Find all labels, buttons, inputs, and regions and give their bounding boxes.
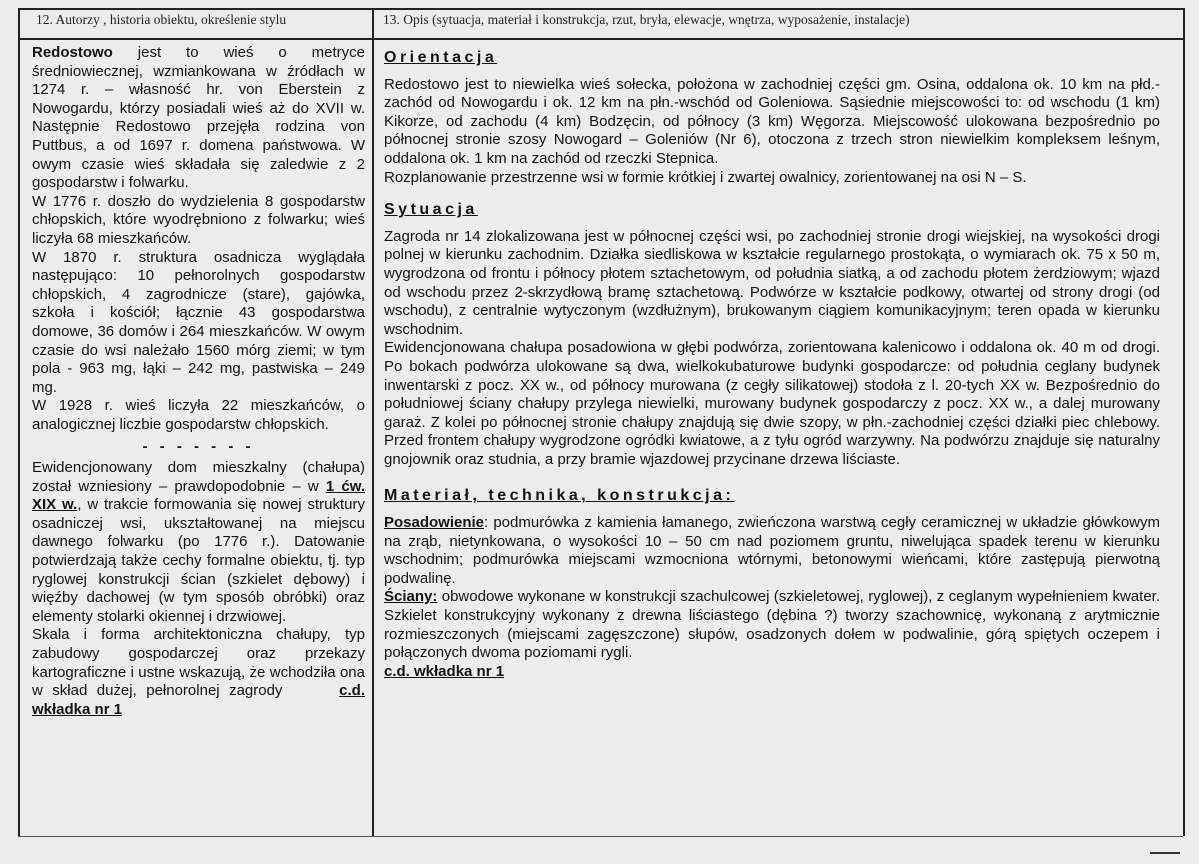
dating-text-a: Ewidencjonowany dom mieszkalny (chałupa) został wzniesiony – prawdopodobnie – w [32,459,365,495]
frame-bottom-line [18,836,1183,837]
continuation-note-right: c.d. wkładka nr 1 [384,662,505,680]
section-separator: - - - - - - - [142,438,255,456]
spacer [384,469,1160,482]
frame-right-line [1183,8,1185,836]
right-column-header: 13. Opis (sytuacja, materiał i konstrukcja, rzut, bryła, elewacje, wnętrza, wyposażenie, instalacje) [383,12,910,27]
history-paragraph-6 [32,626,365,719]
posadowienie-text: : podmurówka z kamienia łamanego, zwieńczona warstwą cegły ceramicznej w układzie główkowym na zrąb, nietynkowana, o wysokości 10 – 50 cm nad poziomem gruntu, niwelująca spadek terenu w kierunku wschodnim; podmurówka miejscami wzmocniona wtórnymi, betonowymi wieńcami, które zastępują pierwotną podwalinę. [384,514,1160,587]
frame-left-line [18,8,20,836]
sciany-text: obwodowe wykonane w konstrukcji szachulcowej (szkieletowej, ryglowej), z ceglanym wypełnieniem kwater. Szkielet konstrukcyjny wykonany z drewna liściastego (dębina ?) tworzy szachownicę, wykonaną z arytmicznie rozmieszczonych (miejscami zagęszczone) słupów, osadzonych dołem w podwalinie, górą spiętych oczepem i połączonych dwoma poziomami rygli. [384,588,1160,662]
orientacja-paragraph-1: Redostowo jest to niewielka wieś sołecka, położona w zachodniej części gm. Osina, oddalona ok. 10 km na płd.-zachód od Nowogardu i ok. 12 km na płn.-wschód od Goleniowa. Sąsiednie miejscowości to: od wschodu (1 km) Kikorze, od zachodu (4 km) Bodzęcin, od północy (3 km) Węgorza. Miejscowość ulokowana bezpośrednio po północnej stronie szosy Nowogard – Goleniów (Nr 6), otoczona z trzech stron niewielkim kompleksem leśnym, oddalona ok. 1 km na zachód od rzeczki Stepnica. [384,75,1160,167]
dating-text-b: , w trakcie formowania się nowej struktury osadniczej wsi, ukształtowanej na miejscu dawnego folwarku (po 1776 r.). Datowanie potwierdzają także cechy formalne obiektu, tj. typ ryglowej konstrukcji ścian (szkielet dębowy) i więźby dachowej (w tym sposób obróbki) oraz elementy stolarki okiennej i drzwiowej. [32,496,365,625]
history-text-1: jest to wieś o metryce średniowiecznej, wzmiankowana w źródłach w 1274 r. – własność hr. von Eberstein z Nowogardu, którzy posiadali wieś aż do XVII w. Następnie Redostowo przejęła rodzina von Puttbus, a od 1697 r. domena państwowa. W owym czasie wieś składała się zaledwie z 2 gospodarstw i folwarku. [32,44,365,192]
history-paragraph-5 [32,459,365,626]
sytuacja-paragraph-1: Zagroda nr 14 zlokalizowana jest w północnej części wsi, po zachodniej stronie drogi wiejskiej, na wysokości drogi polnej w kierunku zachodnim. Działka siedliskowa w kształcie regularnego prostokąta, o wymiarach ok. 75 x 50 m, wygrodzona od frontu i północy płotem sztachetowym, od południa siatką, a od zachodu płotem żerdziowym; wjazd od wschodu przez 2-skrzydłową bramę sztachetową. Podwórze w kształcie podkowy, otwartej od strony drogi (od wschodu), z centralnie wytyczonym (wzdłużnym), brukowanym ciągiem komunikacyjnym; teren opada w kierunku wschodnim. [384,227,1160,338]
history-paragraph-2: W 1776 r. doszło do wydzielenia 8 gospodarstw chłopskich, które wyodrębniono z folwarku; wieś liczyła 68 mieszkańców. [32,192,365,247]
orientacja-heading: Orientacja [384,49,498,66]
continuation-note-right-line [384,663,1160,682]
history-paragraph-1 [32,44,365,193]
spacer [384,187,1160,196]
left-column-header: 12. Autorzy , historia obiektu, określenie stylu [36,12,287,27]
posadowienie-paragraph [384,514,1160,588]
sciany-label: Ściany: [384,588,438,606]
material-heading: Materiał, technika, konstrukcja: [384,487,735,505]
posadowienie-label: Posadowienie [384,514,485,532]
sciany-paragraph [384,588,1160,662]
frame-top-line [18,8,1183,10]
scan-mark [1150,852,1180,854]
dating-period: 1 ćw. XIX w. [32,477,366,514]
history-column [32,44,365,719]
scale-text: Skala i forma architektoniczna chałupy, typ zabudowy gospodarczej oraz przekazy kartograficzne i ustne wskazują, że wchodziła ona w skład dużej, pełnorolnej zagrody [32,626,365,700]
orientacja-paragraph-2: Rozplanowanie przestrzenne wsi w formie krótkiej i zwartej owalnicy, zorientowanej na osi N – S. [384,168,1027,186]
description-column [384,44,1160,681]
sytuacja-heading: Sytuacja [384,201,478,219]
sytuacja-paragraph-2: Ewidencjonowana chałupa posadowiona w głębi podwórza, zorientowana kalenicowo i oddalona ok. 40 m od drogi. Po bokach podwórza ulokowane są dwa, wielkokubaturowe budynki gospodarcze: od południa ceglany budynek inwentarski z pocz. XX w., od północy murowana (z cegły silikatowej) stodoła z l. 20-tych XX w. Bezpośrednio do południowej ściany chałupy przylega niewielki, murowany budynek gospodarczy z pocz. XX w., a dalej murowany garaż. Z kolei po północnej stronie chałupy znajdują się dwie szopy, w płn.-zachodniej części działki piec chlebowy. Przed frontem chałupy wygrodzone ogródki kwiatowe, a z tyłu ogród warzywny. Na podwórzu znajduje się naturalny gnojownik oraz studnia, a przy bramie wjazdowej przycinane drzewa liściaste. [384,339,1160,468]
header-separator [18,38,1183,40]
village-name: Redostowo [32,44,113,61]
continuation-note-left: c.d. wkładka nr 1 [32,682,365,718]
column-divider [372,8,374,836]
history-paragraph-3: W 1870 r. struktura osadnicza wyglądała następująco: 10 pełnorolnych gospodarstw chłopskich, 4 zagrodnicze (stare), gajówka, szkoła i kościół; łącznie 43 gospodarstwa domowe, 36 domów i 264 mieszkańców. W owym czasie do wsi należało 1560 mórg ziemi; w tym pola - 963 mg, łąki – 242 mg, pastwiska – 249 mg. [32,248,365,396]
history-paragraph-4: W 1928 r. wieś liczyła 22 mieszkańców, o analogicznej liczbie gospodarstw chłopskich. [32,397,365,433]
